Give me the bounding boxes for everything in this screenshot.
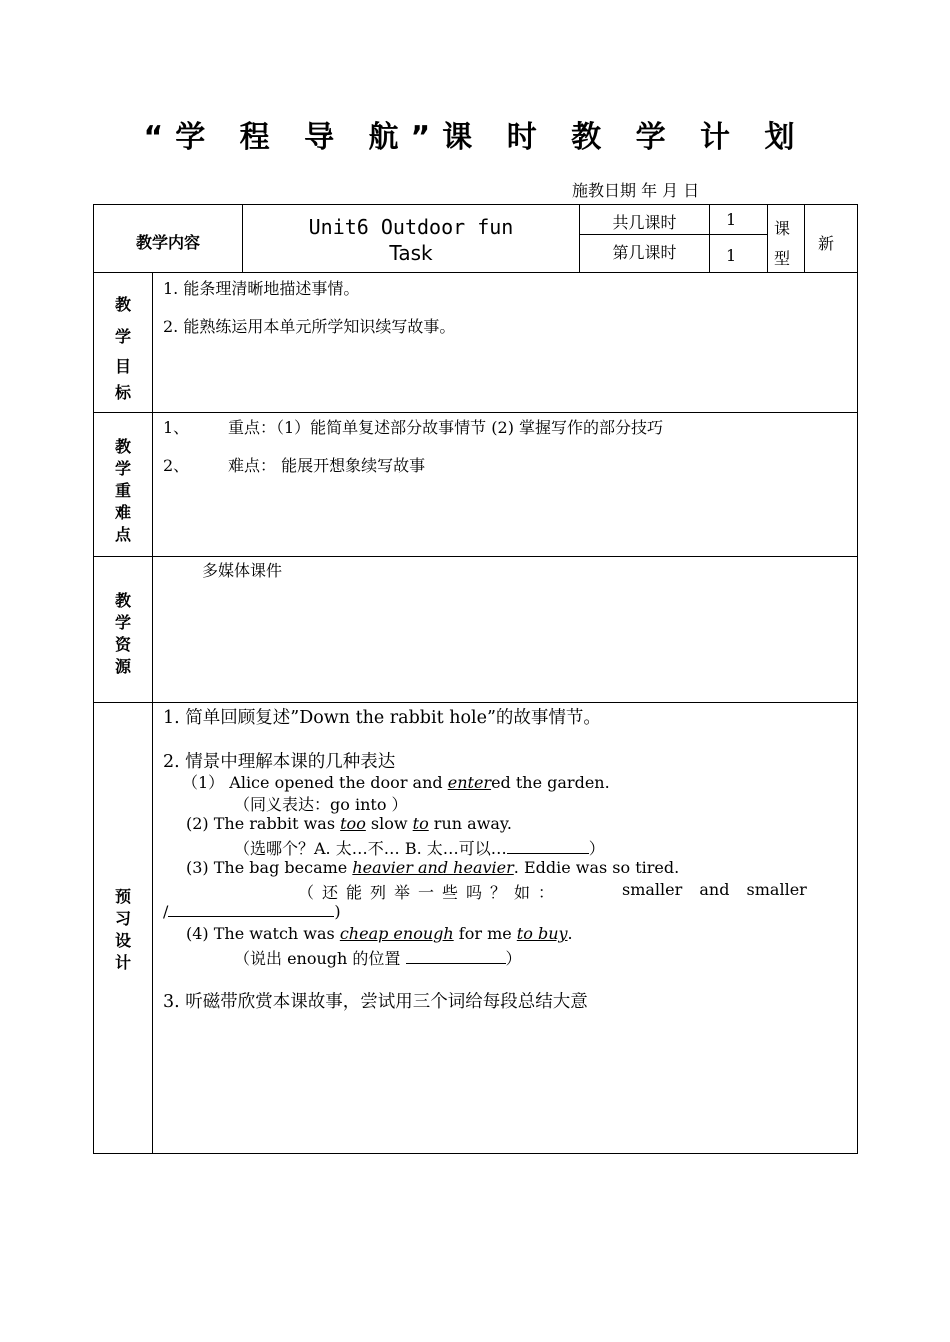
example-3-note-english: smaller and smaller xyxy=(622,880,807,899)
preview-label: 预 习 设 计 xyxy=(114,887,131,972)
example-3-note: （还能列举一些吗？如： xyxy=(298,883,563,902)
goals-label: 教 学 目 标 xyxy=(114,295,131,402)
example-3: (3) The bag became heavier and heavier. Eddie was so tired. xyxy=(186,858,680,877)
example-2: (2) The rabbit was too slow to run away. xyxy=(186,814,512,833)
page-title: “学 程 导 航”课 时 教 学 计 划 xyxy=(143,120,807,155)
lesson-type-value: 新 xyxy=(818,234,835,253)
key-point-1-number: 1、 xyxy=(163,418,190,437)
example-3-answer-line: / ) xyxy=(163,902,341,921)
answer-blank[interactable] xyxy=(168,902,334,917)
preview-item-1: 1. 简单回顾复述”Down the rabbit hole”的故事情节。 xyxy=(163,708,601,728)
example-1-note: （同义表达：go into ） xyxy=(234,795,408,814)
resources-label: 教 学 资 源 xyxy=(114,591,131,676)
preview-item-3: 3. 听磁带欣赏本课故事，尝试用三个词给每段总结大意 xyxy=(163,992,588,1012)
lesson-number-label: 第几课时 xyxy=(612,243,677,262)
goal-2: 2. 能熟练运用本单元所学知识续写故事。 xyxy=(163,317,456,336)
total-lessons-label: 共几课时 xyxy=(612,213,677,232)
example-4: (4) The watch was cheap enough for me to buy. xyxy=(186,924,573,943)
answer-blank[interactable] xyxy=(507,839,589,854)
teaching-date: 施教日期 年 月 日 xyxy=(572,181,700,200)
total-lessons-value: 1 xyxy=(726,210,737,229)
key-point-2: 难点： 能展开想象续写故事 xyxy=(228,456,426,475)
task-title: Task xyxy=(389,241,433,265)
lesson-type-label-1: 课 xyxy=(774,219,791,238)
preview-item-2: 2. 情景中理解本课的几种表达 xyxy=(163,752,396,772)
resources-text: 多媒体课件 xyxy=(202,561,283,580)
lesson-type-label-2: 型 xyxy=(774,249,791,268)
goal-1: 1. 能条理清晰地描述事情。 xyxy=(163,279,360,298)
example-2-note: （选哪个？A. 太…不… B. 太…可以… ） xyxy=(234,839,605,858)
key-point-1: 重点：（1）能简单复述部分故事情节 (2) 掌握写作的部分技巧 xyxy=(228,418,664,437)
answer-blank[interactable] xyxy=(406,949,506,964)
key-points-label: 教 学 重 难 点 xyxy=(114,437,131,544)
key-point-2-number: 2、 xyxy=(163,456,190,475)
example-4-note: （说出 enough 的位置 ） xyxy=(234,949,522,968)
unit-title: Unit6 Outdoor fun xyxy=(308,215,514,239)
example-1: （1） Alice opened the door and entered the garden. xyxy=(182,773,610,792)
content-label: 教学内容 xyxy=(135,233,200,252)
lesson-number-value: 1 xyxy=(726,246,737,265)
